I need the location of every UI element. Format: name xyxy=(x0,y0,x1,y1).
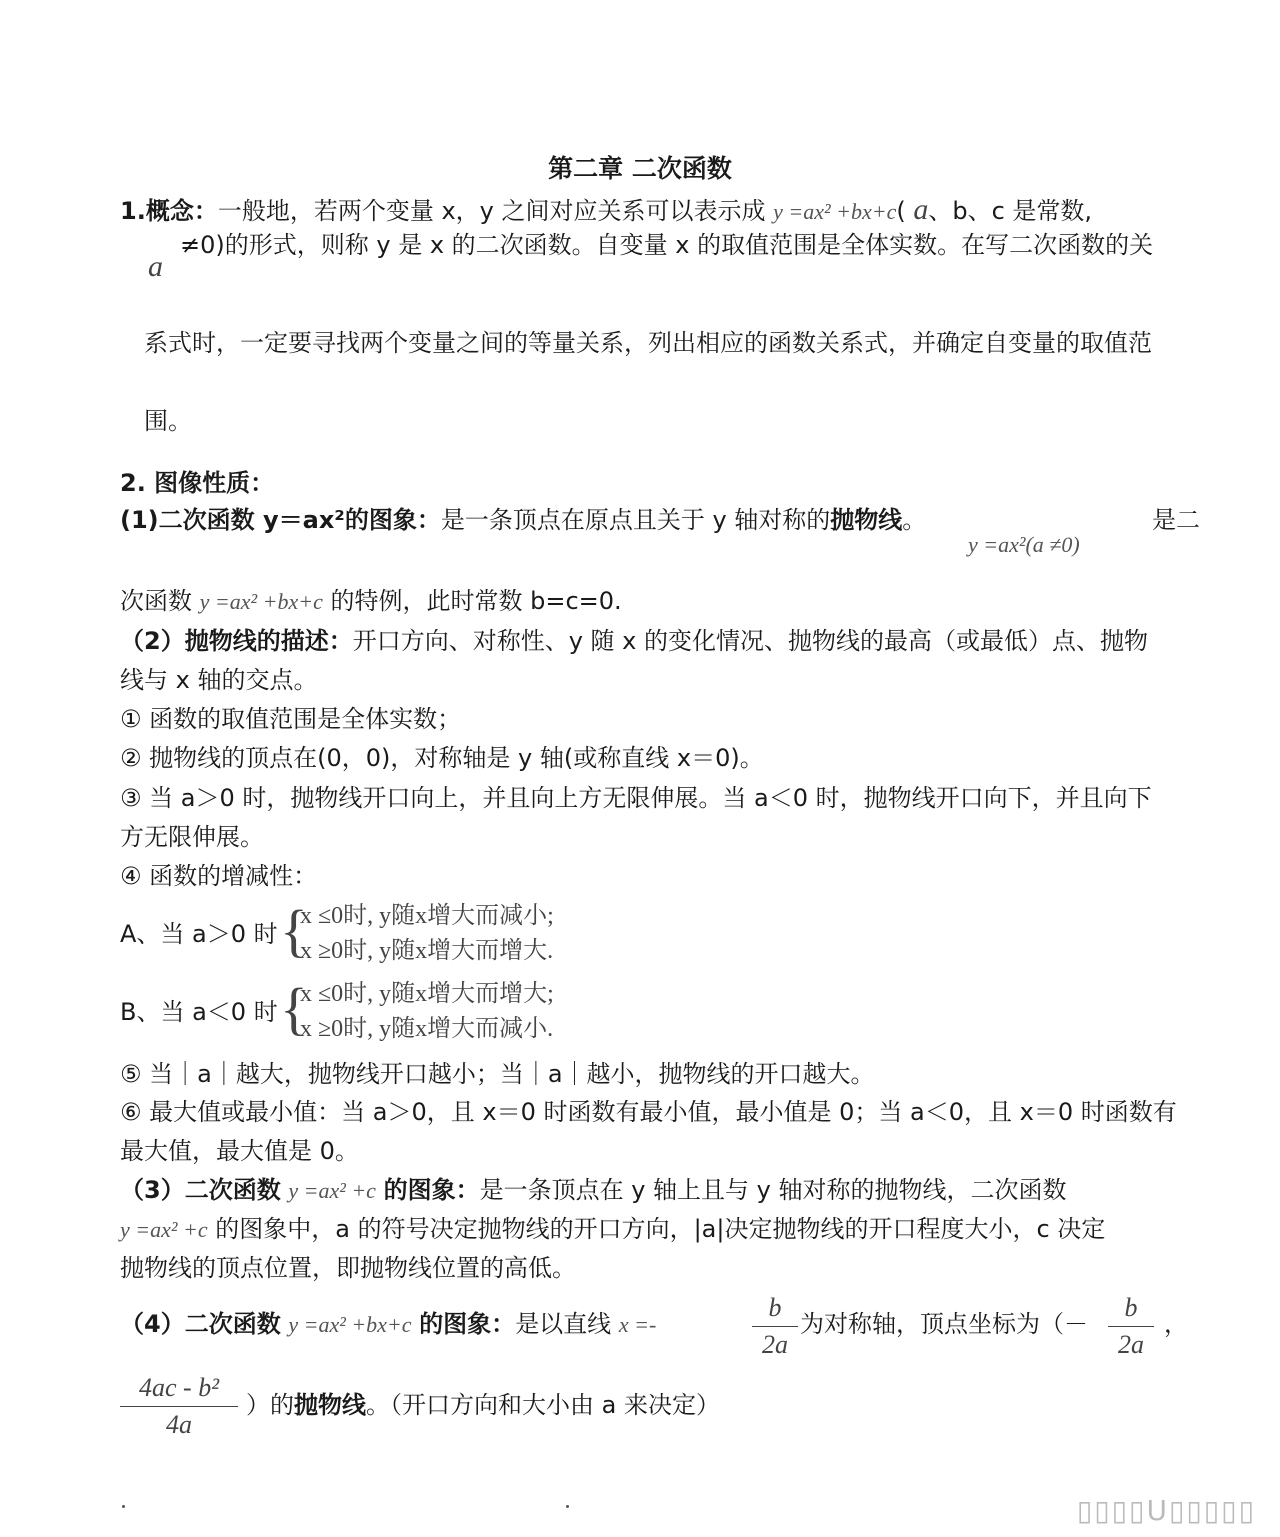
fraction-b-over-2a xyxy=(752,1292,798,1361)
p4-end-1: ）的 xyxy=(246,1391,294,1419)
item-3-line-1: ③ 当 a＞0 时，抛物线开口向上，并且向上方无限伸展。当 a＜0 时，抛物线开口向下，并且向下 xyxy=(120,784,1152,812)
frac3-den: 4a xyxy=(166,1410,192,1439)
p1-bold-parabola: 抛物线 xyxy=(830,506,903,534)
paren-open: ( xyxy=(896,197,906,225)
p4-text-1: 是以直线 xyxy=(515,1310,612,1338)
case-b-lines xyxy=(300,977,554,1047)
watermark-icon: ▯▯▯▯U▯▯▯▯▯ xyxy=(1076,1494,1256,1527)
p1-period: 。 xyxy=(902,506,927,534)
p4-end-2: 。（开口方向和大小由 a 来决定） xyxy=(366,1391,720,1419)
p3-line-3: 抛物线的顶点位置，即抛物线位置的高低。 xyxy=(120,1254,576,1282)
p2-line-2: 线与 x 轴的交点。 xyxy=(120,666,318,694)
formula-p1: y =ax²(a ≠0) xyxy=(968,532,1080,557)
p1-l2-text-a: 次函数 xyxy=(120,587,192,615)
concept-text-1b: 、b、c 是常数, xyxy=(928,197,1093,225)
item-6-line-2: 最大值，最大值是 0。 xyxy=(120,1137,359,1165)
p2-bold: （2）抛物线的描述： xyxy=(120,627,353,655)
section2-heading: 2. 图像性质： xyxy=(120,469,275,497)
p3-l2-text: 的图象中，a 的符号决定抛物线的开口方向，|a|决定抛物线的开口程度大小，c 决定 xyxy=(215,1215,1106,1243)
item-2: ② 抛物线的顶点在(0，0)，对称轴是 y 轴(或称直线 x＝0)。 xyxy=(120,744,764,772)
case-b-line-2: x ≥0时, y随x增大而减小. xyxy=(300,1016,554,1042)
formula-p1-l2: y =ax² +bx+c xyxy=(199,589,323,614)
p1-text: 是一条顶点在原点且关于 y 轴对称的 xyxy=(440,506,831,534)
item-3-line-2: 方无限伸展。 xyxy=(120,823,264,851)
fraction-b-over-2a-vertex xyxy=(1108,1292,1154,1361)
p3-line-2 xyxy=(120,1212,1105,1247)
p4-comma: ， xyxy=(1164,1310,1188,1338)
frac1-num: b xyxy=(768,1293,782,1322)
p4-line-1 xyxy=(120,1307,656,1342)
p2-line-1 xyxy=(120,624,1148,658)
stray-dot-1 xyxy=(122,1505,125,1508)
case-b-line-1: x ≤0时, y随x增大而增大; xyxy=(300,981,554,1007)
item-1: ① 函数的取值范围是全体实数； xyxy=(120,705,462,733)
concept-line-1 xyxy=(120,193,1092,229)
case-a-label: A、当 a＞0 时 xyxy=(120,920,278,948)
p4-x-equals: x =- xyxy=(618,1312,657,1337)
p1-line-1 xyxy=(120,503,926,537)
case-a-line-1: x ≤0时, y随x增大而减小; xyxy=(300,903,554,929)
concept-label: 1.概念： xyxy=(120,197,218,225)
p4-bold: （4）二次函数 xyxy=(120,1310,281,1338)
stray-dot-2 xyxy=(566,1505,569,1508)
p1-line-2 xyxy=(120,584,622,619)
item-5: ⑤ 当｜a｜越大，抛物线开口越小；当｜a｜越小，抛物线的开口越大。 xyxy=(120,1060,875,1088)
frac2-den: 2a xyxy=(1118,1330,1144,1359)
concept-text-1: 一般地，若两个变量 x，y 之间对应关系可以表示成 xyxy=(217,197,766,225)
frac2-num: b xyxy=(1124,1293,1138,1322)
chapter-title: 第二章 二次函数 xyxy=(548,154,732,183)
case-a-line-2: x ≥0时, y随x增大而增大. xyxy=(300,938,554,964)
fraction-vertex-y xyxy=(120,1372,238,1441)
p2-text: 开口方向、对称性、y 随 x 的变化情况、抛物线的最高（或最低）点、抛物 xyxy=(352,627,1148,655)
p3-bold-2: 的图象： xyxy=(383,1176,480,1204)
item-6-line-1: ⑥ 最大值或最小值：当 a＞0，且 x＝0 时函数有最小值，最小值是 0；当 a＜0，且 x＝0 时函数有 xyxy=(120,1098,1177,1126)
concept-line-2: ≠0)的形式，则称 y 是 x 的二次函数。自变量 x 的取值范围是全体实数。在写二次函数的关 xyxy=(180,231,1154,259)
case-b-brace: { xyxy=(280,976,308,1041)
p3-text: 是一条顶点在 y 轴上且与 y 轴对称的抛物线，二次函数 xyxy=(479,1176,1067,1204)
p4-end-bold: 抛物线 xyxy=(294,1391,366,1419)
p1-bold: (1)二次函数 y＝ax²的图象： xyxy=(120,506,441,534)
concept-line-3: 系式时，一定要寻找两个变量之间的等量关系，列出相应的函数关系式，并确定自变量的取值范 xyxy=(144,329,1152,357)
case-a-lines xyxy=(300,899,554,969)
frac1-den: 2a xyxy=(762,1330,788,1359)
frac3-bar xyxy=(120,1406,238,1407)
p1-tail: 是二 xyxy=(1152,506,1200,534)
formula-general: y =ax² +bx+c xyxy=(773,199,897,224)
p4-line-2 xyxy=(246,1388,720,1422)
frac1-bar xyxy=(752,1326,798,1327)
p1-l2-text-b: 的特例，此时常数 b=c=0. xyxy=(330,587,622,615)
concept-line-4: 围。 xyxy=(144,407,192,435)
p3-line-1 xyxy=(120,1173,1067,1208)
case-a-brace: { xyxy=(280,898,308,963)
symbol-a: a xyxy=(913,193,929,226)
formula-p3: y =ax² +c xyxy=(288,1178,376,1203)
formula-p3-l2: y =ax² +c xyxy=(120,1217,208,1242)
p3-bold: （3）二次函数 xyxy=(120,1176,281,1204)
frac2-bar xyxy=(1108,1326,1154,1327)
symbol-a-small: a xyxy=(148,250,163,283)
p4-bold-2: 的图象： xyxy=(419,1310,516,1338)
formula-p4: y =ax² +bx+c xyxy=(288,1312,412,1337)
case-b-label: B、当 a＜0 时 xyxy=(120,998,278,1026)
item-4: ④ 函数的增减性： xyxy=(120,862,318,890)
p4-text-2: 为对称轴，顶点坐标为（－ xyxy=(800,1310,1088,1338)
frac3-num: 4ac - b² xyxy=(139,1373,219,1402)
